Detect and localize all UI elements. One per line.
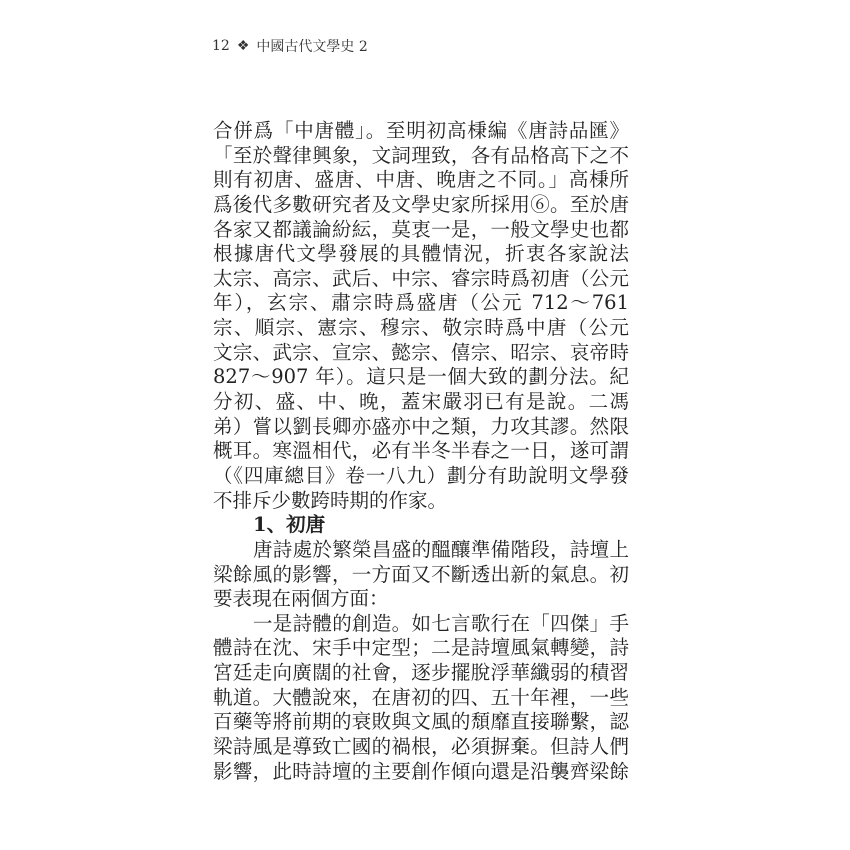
text-line: 年），玄宗、肅宗時爲盛唐（公元 712～761: [213, 291, 629, 315]
text-line: 一是詩體的創造。如七言歌行在「四傑」手: [253, 611, 629, 635]
text-line: 「至於聲律興象，文詞理致，各有品格高下之不: [213, 143, 629, 167]
text-line: 梁詩風是導致亡國的禍根，必須摒棄。但詩人們: [213, 735, 629, 759]
page-number: 12: [212, 38, 230, 54]
running-header: [212, 36, 368, 56]
section-heading: 1、初唐: [253, 513, 326, 537]
text-line: 軌道。大體說來，在唐初的四、五十年裡，一些: [213, 685, 629, 709]
text-line: 太宗、高宗、武后、中宗、睿宗時爲初唐（公元: [213, 266, 629, 290]
text-line: 宗、順宗、憲宗、穆宗、敬宗時爲中唐（公元: [213, 316, 629, 340]
text-line: 不排斥少數跨時期的作家。: [213, 488, 448, 512]
text-line: 827～907 年）。這只是一個大致的劃分法。紀: [213, 365, 629, 389]
text-line: （《四庫總目》卷一八九）劃分有助說明文學發: [213, 463, 629, 487]
text-line: 影響，此時詩壇的主要創作傾向還是沿襲齊梁餘: [213, 759, 629, 783]
text-line: 合併爲「中唐體」。至明初高棅編《唐詩品匯》: [213, 119, 629, 142]
text-line: 分初、盛、中、晚，蓋宋嚴羽已有是說。二馮: [213, 390, 629, 414]
book-title: 中國古代文學史 2: [256, 39, 368, 55]
text-line: 文宗、武宗、宣宗、懿宗、僖宗、昭宗、哀帝時: [213, 340, 629, 364]
text-line: 則有初唐、盛唐、中唐、晚唐之不同。」高棅所: [213, 168, 629, 192]
text-line: 百藥等將前期的衰敗與文風的頹靡直接聯繫，認: [213, 710, 629, 734]
text-line: 各家又都議論紛紜，莫衷一是，一般文學史也都: [213, 217, 629, 241]
text-line: 唐詩處於繁榮昌盛的醞釀準備階段，詩壇上: [253, 537, 629, 561]
ornament-icon: ❖: [236, 38, 250, 54]
page-body: [213, 119, 629, 784]
text-line: 要表現在兩個方面：: [213, 587, 389, 611]
text-line: 弟）嘗以劉長卿亦盛亦中之類，力攻其謬。然限: [213, 414, 629, 438]
text-line: 根據唐代文學發展的具體情況，折衷各家說法: [213, 242, 629, 266]
text-line: 梁餘風的影響，一方面又不斷透出新的氣息。初: [213, 562, 629, 586]
text-line: 體詩在沈、宋手中定型；二是詩壇風氣轉變，詩: [213, 636, 629, 660]
text-line: 宮廷走向廣闊的社會，逐步擺脫浮華纖弱的積習: [213, 661, 629, 685]
text-line: 概耳。寒溫相代，必有半冬半春之一日，遂可謂: [213, 439, 629, 463]
text-line: 爲後代多數研究者及文學史家所採用⑥。至於唐: [213, 192, 629, 216]
